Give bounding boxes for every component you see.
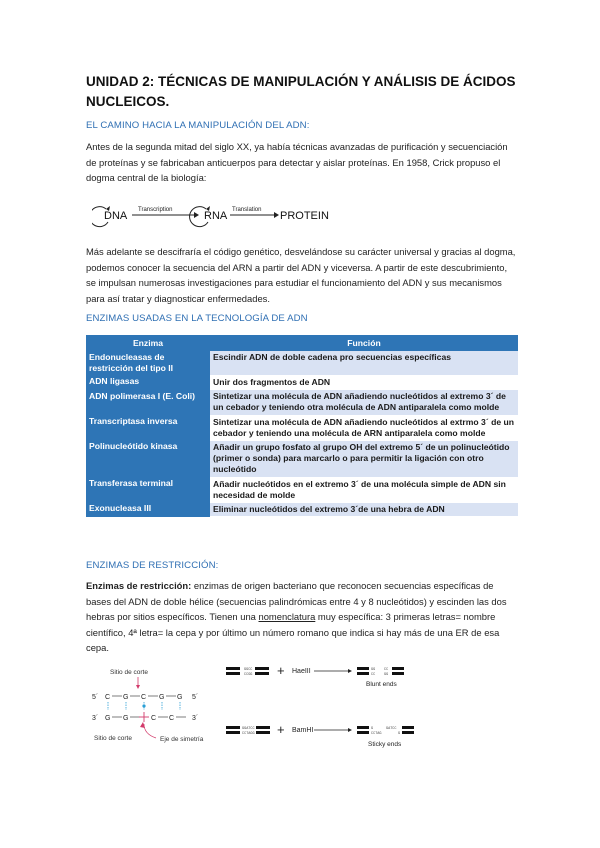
restriction-enzymes-figure: [86, 664, 516, 756]
blunt-left-top: GG: [371, 668, 376, 672]
top-strand-5prime: 5´: [92, 694, 99, 701]
transcription-label: Transcription: [138, 207, 173, 213]
enzyme-name: Polinucleótido kinasa: [86, 440, 210, 477]
blunt-right-bottom: GG: [384, 673, 389, 677]
page-title: UNIDAD 2: TÉCNICAS DE MANIPULACIÓN Y ANÁLISIS DE ÁCIDOS NUCLEICOS.: [86, 74, 516, 109]
base-g2: G: [159, 694, 165, 701]
bamhi-seq-bottom: CCTAGG: [242, 732, 255, 736]
eje-simetria-label: Eje de simetría: [160, 736, 204, 743]
symmetry-center-dot: [142, 704, 145, 707]
base-g1: G: [123, 694, 129, 701]
base-g3: G: [177, 694, 183, 701]
table-row: [86, 415, 518, 440]
base-c2: C: [141, 694, 147, 701]
sticky-left-bottom: CCTAG: [371, 732, 382, 736]
bottom-strand-end: 3´: [192, 715, 199, 722]
enzyme-name: ADN ligasas: [86, 375, 210, 389]
svg-text:+: +: [277, 722, 285, 737]
base-c1: C: [105, 694, 111, 701]
paragraph-codigo: Más adelante se descifraría el código genético, desvelándose su carácter universal y gracias al dogma, podemos conocer la secuencia del ARN a partir del ADN y viceversa. A partir de este descubrimiento, se impulsan numerosas investigaciones para estudiar el funcionamiento del ADN y sus mecanismos para así tratar y diagnosticar enfermedades.: [86, 246, 516, 304]
enzyme-function: Eliminar nucleótidos del extremo 3´de una hebra de ADN: [210, 502, 518, 516]
bamhi-seq-top: GGATCC: [242, 727, 255, 731]
enzyme-function: Añadir nucleótidos en el extremo 3´ de una molécula simple de ADN sin necesidad de molde: [210, 477, 518, 502]
sticky-right-top: GATCC: [386, 727, 397, 731]
enzyme-name: Transferasa terminal: [86, 477, 210, 502]
table-row: [86, 375, 518, 389]
enzymes-table: [86, 335, 518, 517]
haeiii-seq-bottom: CCGG: [244, 673, 253, 677]
enzyme-function: Escindir ADN de doble cadena pro secuencias específicas: [210, 351, 518, 375]
protein-label: PROTEIN: [280, 210, 329, 222]
paragraph-restriccion: [86, 578, 516, 656]
section-heading-camino: EL CAMINO HACIA LA MANIPULACIÓN DEL ADN:: [86, 120, 310, 131]
sitio-corte-top-label: Sitio de corte: [110, 669, 148, 676]
haeiii-seq-top: GGCC: [244, 668, 253, 672]
enzyme-name: Transcriptasa inversa: [86, 415, 210, 440]
base-b-g1: G: [105, 715, 111, 722]
term-enzimas-restriccion: Enzimas de restricción:: [86, 580, 192, 591]
table-header-row: [86, 335, 518, 351]
column-header-funcion: Función: [210, 335, 518, 351]
section-heading-restriccion: ENZIMAS DE RESTRICCIÓN:: [86, 560, 219, 571]
enzyme-function: Unir dos fragmentos de ADN: [210, 375, 518, 389]
base-b-c1: C: [151, 715, 157, 722]
table-row: [86, 351, 518, 375]
dna-label: DNA: [104, 210, 128, 222]
enzyme-function: Sintetizar una molécula de ADN añadiendo nucleótidos al extrmo 3´ de un cebador y teniendo una molécula de ARN antiparalela como molde: [210, 415, 518, 440]
blunt-ends-label: Blunt ends: [366, 681, 397, 688]
sitio-corte-bottom-label: Sitio de corte: [94, 735, 132, 742]
bamhi-label: BamHI: [292, 727, 314, 734]
sticky-right-bottom: G: [398, 732, 401, 736]
central-dogma-diagram: [92, 200, 352, 230]
section-heading-enzimas-usadas: ENZIMAS USADAS EN LA TECNOLOGÍA DE ADN: [86, 313, 308, 324]
enzyme-name: ADN polimerasa I (E. Coli): [86, 390, 210, 415]
paragraph-intro: Antes de la segunda mitad del siglo XX, ya había técnicas avanzadas de purificación y secuenciación de proteínas y se fabricaban anticuerpos para detectar y aislar proteínas. En 1958, Crick propuso el dogma central de la biología:: [86, 141, 508, 184]
table-row: [86, 477, 518, 502]
haeiii-label: HaeIII: [292, 668, 311, 675]
paragraph-text-a: enzimas de origen bacteriano que reconocen secuencias específicas de bases del ADN de doble hélice (secuencias palindrómicas entre 4 y 8 nucleótidos) y escinden las dos hebras por sitios específicos. Tienen una: [86, 580, 507, 623]
base-b-c2: C: [169, 715, 175, 722]
enzyme-name: Exonucleasa III: [86, 502, 210, 516]
enzyme-name: Endonucleasas de restricción del tipo II: [86, 351, 210, 375]
sticky-ends-label: Sticky ends: [368, 741, 402, 748]
table-row: [86, 440, 518, 477]
blunt-left-bottom: CC: [371, 673, 376, 677]
table-row: [86, 502, 518, 516]
paragraph-text-b: muy específica: 3 primeras letras= nombre científico, 4ª letra= la cepa y por último un número romano que indica si hay más de una ER de esa cepa.: [86, 611, 500, 654]
table-row: [86, 390, 518, 415]
base-b-g2: G: [123, 715, 129, 722]
top-strand-end: 5´: [192, 694, 199, 701]
rna-label: RNA: [204, 210, 228, 222]
enzyme-function: Sintetizar una molécula de ADN añadiendo nucleótidos al extremo 3´ de un cebador y teniendo otra molécula de ADN antiparalela como molde: [210, 390, 518, 415]
sticky-left-top: G: [371, 727, 374, 731]
svg-text:+: +: [277, 664, 285, 678]
enzyme-function: Añadir un grupo fosfato al grupo OH del extremo 5´ de un polinucleótido (primer o sonda) para marcarlo o para permitir la ligación con otro nucleótido: [210, 440, 518, 477]
column-header-enzima: Enzima: [86, 335, 210, 351]
nomenclatura-term: nomenclatura: [258, 611, 316, 623]
translation-label: Translation: [232, 207, 262, 213]
bottom-strand-3prime: 3´: [92, 715, 99, 722]
blunt-right-top: CC: [384, 668, 389, 672]
